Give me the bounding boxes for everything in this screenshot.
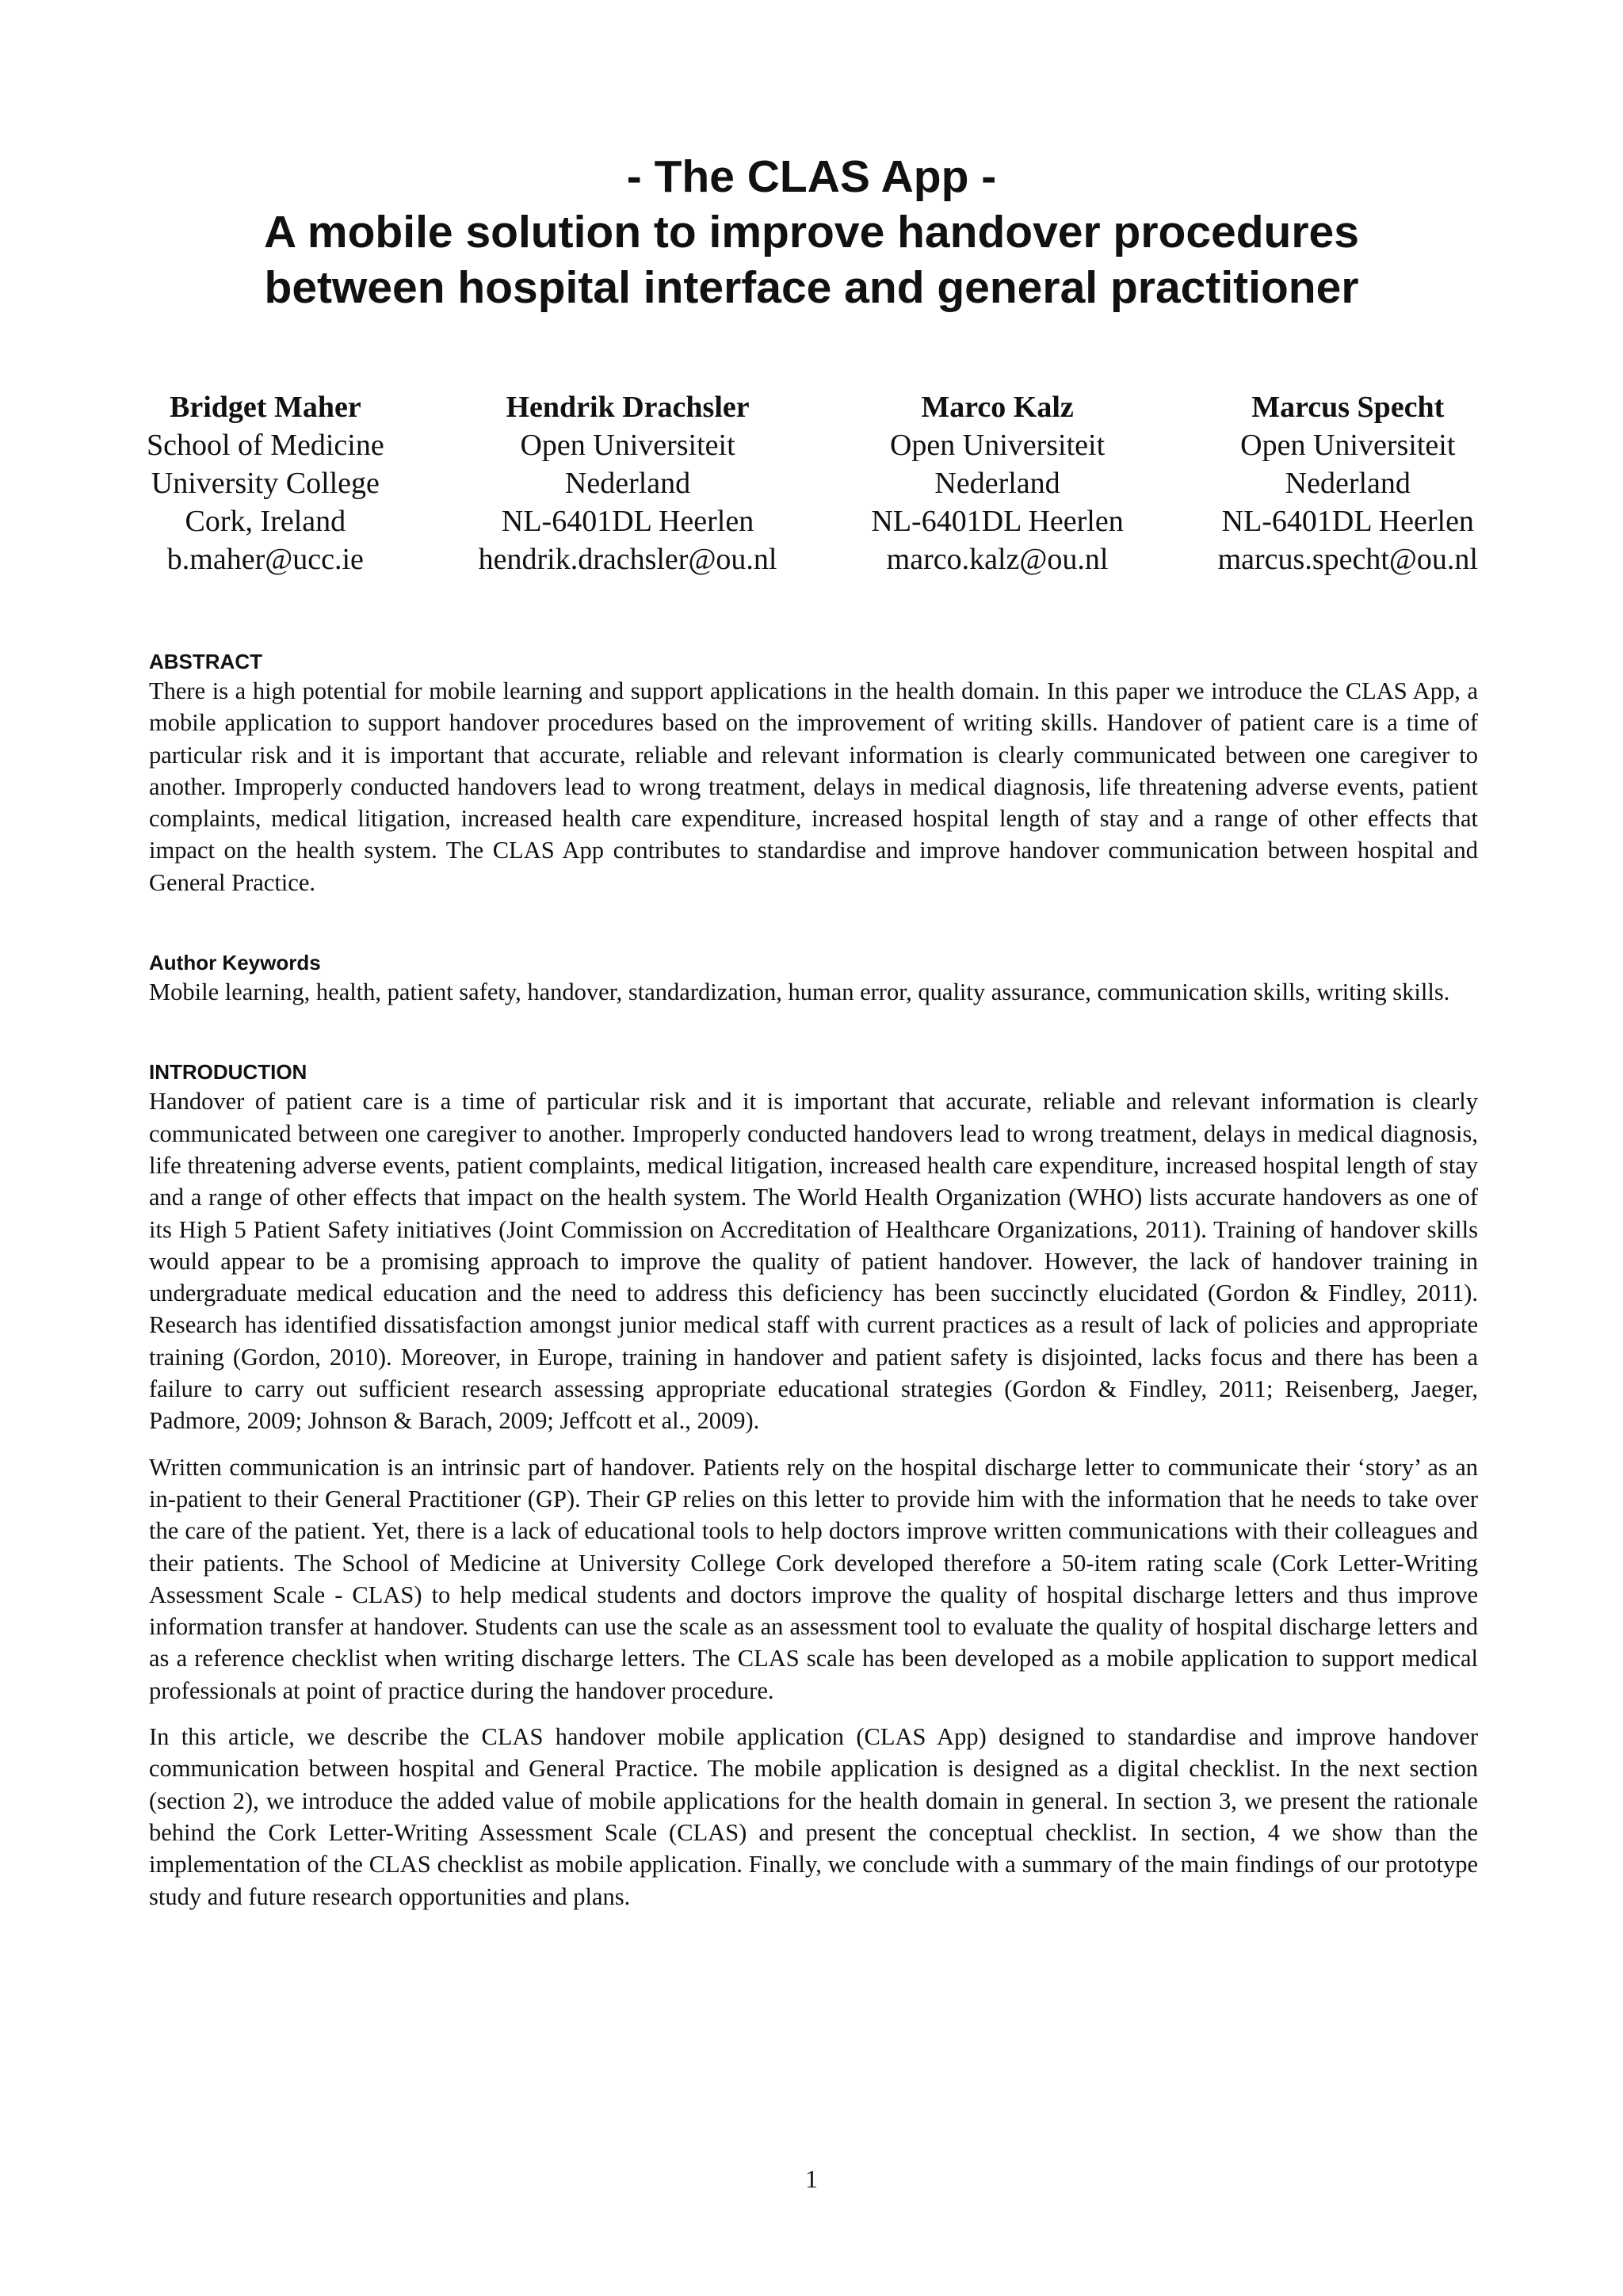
author-affiliation: Open Universiteit — [520, 429, 735, 462]
author-name: Bridget Maher — [170, 391, 361, 424]
keywords-text: Mobile learning, health, patient safety, handover, standardization, human error, quality assurance, communication skills, writing skills. — [149, 978, 1450, 1006]
keywords-section — [149, 949, 1478, 1008]
author-name: Hendrik Drachsler — [506, 391, 750, 424]
introduction-heading: INTRODUCTION — [149, 1060, 307, 1085]
author-block-drachsler — [479, 388, 777, 578]
introduction-section — [149, 1058, 1478, 1912]
keywords-heading: Author Keywords — [149, 951, 321, 975]
author-name: Marco Kalz — [921, 391, 1074, 424]
title-line-2: A mobile solution to improve handover procedures — [264, 207, 1359, 257]
page-number: 1 — [805, 2164, 818, 2193]
author-email: hendrik.drachsler@ou.nl — [478, 543, 777, 576]
author-affiliation: University College — [151, 467, 380, 500]
title-line-3: between hospital interface and general practitioner — [264, 262, 1359, 313]
abstract-section — [149, 648, 1478, 898]
introduction-paragraph-1: Handover of patient care is a time of particular risk and it is important that accurate, reliable and relevant information is clearly communicated between one caregiver to another. Improperly conducted handovers lead to wrong treatment, delays in medical diagnosis, life threatening adverse events, patient complaints, medical litigation, increased health care expenditure, increased hospital length of stay and a range of other effects that impact on the health system. The World Health Organization (WHO) lists accurate handovers as one of its High 5 Patient Safety initiatives (Joint Commission on Accreditation of Healthcare Organizations, 2011). Training of handover skills would appear to be a promising approach to improve the quality of patient handover. However, the lack of handover training in undergraduate medical education and the need to address this deficiency has been succinctly elucidated (Gordon & Findley, 2011). Research has identified dissatisfaction amongst junior medical staff with current practices as a result of lack of policies and appropriate training (Gordon, 2010). Moreover, in Europe, training in handover and patient safety is disjointed, lacks focus and there has been a failure to carry out sufficient research assessing appropriate educational strategies (Gordon & Findley, 2011; Reisenberg, Jaeger, Padmore, 2009; Johnson & Barach, 2009; Jeffcott et al., 2009). — [149, 1088, 1478, 1435]
author-affiliation: School of Medicine — [147, 429, 384, 462]
author-block-kalz — [871, 388, 1123, 578]
author-address: NL-6401DL Heerlen — [501, 505, 754, 538]
author-name: Marcus Specht — [1251, 391, 1445, 424]
author-list — [147, 388, 1478, 578]
author-affiliation: Nederland — [934, 467, 1060, 500]
author-affiliation: Open Universiteit — [1240, 429, 1456, 462]
author-affiliation: Nederland — [1285, 467, 1411, 500]
author-affiliation: Open Universiteit — [889, 429, 1106, 462]
author-block-specht — [1218, 388, 1478, 578]
author-block-maher — [147, 388, 384, 578]
author-email: b.maher@ucc.ie — [166, 543, 364, 576]
abstract-text: There is a high potential for mobile learning and support applications in the health domain. In this paper we introduce the CLAS App, a mobile application to support handover procedures based on the improvement of writing skills. Handover of patient care is a time of particular risk and it is important that accurate, reliable and relevant information is clearly communicated between one caregiver to another. Improperly conducted handovers lead to wrong treatment, delays in medical diagnosis, life threatening adverse events, patient complaints, medical litigation, increased health care expenditure, increased hospital length of stay and a range of other effects that impact on the health system. The CLAS App contributes to standardise and improve handover communication between hospital and General Practice. — [149, 677, 1478, 896]
paper-body — [149, 648, 1478, 1963]
author-address: NL-6401DL Heerlen — [871, 505, 1124, 538]
introduction-paragraph-2: Written communication is an intrinsic part of handover. Patients rely on the hospital discharge letter to communicate their ‘story’ as an in-patient to their General Practitioner (GP). Their GP relies on this letter to provide him with the information that he needs to take over the care of the patient. Yet, there is a lack of educational tools to help doctors improve written communications with their colleagues and their patients. The School of Medicine at University College Cork developed therefore a 50-item rating scale (Cork Letter-Writing Assessment Scale - CLAS) to help medical students and doctors improve the quality of hospital discharge letters and thus improve information transfer at handover. Students can use the scale as an assessment tool to evaluate the quality of hospital discharge letters and as a reference checklist when writing discharge letters. The CLAS scale has been developed as a mobile application to support medical professionals at point of practice during the handover procedure. — [149, 1453, 1478, 1704]
introduction-paragraph-3: In this article, we describe the CLAS handover mobile application (CLAS App) designed to standardise and improve handover communication between hospital and General Practice. The mobile application is designed as a digital checklist. In the next section (section 2), we introduce the added value of mobile applications for the health domain in general. In section 3, we present the rationale behind the Cork Letter-Writing Assessment Scale (CLAS) and present the conceptual checklist. In section, 4 we show than the implementation of the CLAS checklist as mobile application. Finally, we conclude with a summary of the main findings of our prototype study and future research opportunities and plans. — [149, 1723, 1478, 1910]
author-email: marcus.specht@ou.nl — [1217, 543, 1478, 576]
author-affiliation: Nederland — [564, 467, 691, 500]
abstract-heading: ABSTRACT — [149, 650, 262, 673]
author-email: marco.kalz@ou.nl — [886, 543, 1109, 576]
author-address: Cork, Ireland — [185, 505, 346, 538]
title-line-1: - The CLAS App - — [626, 151, 997, 202]
author-address: NL-6401DL Heerlen — [1221, 505, 1474, 538]
paper-title — [0, 149, 1623, 315]
